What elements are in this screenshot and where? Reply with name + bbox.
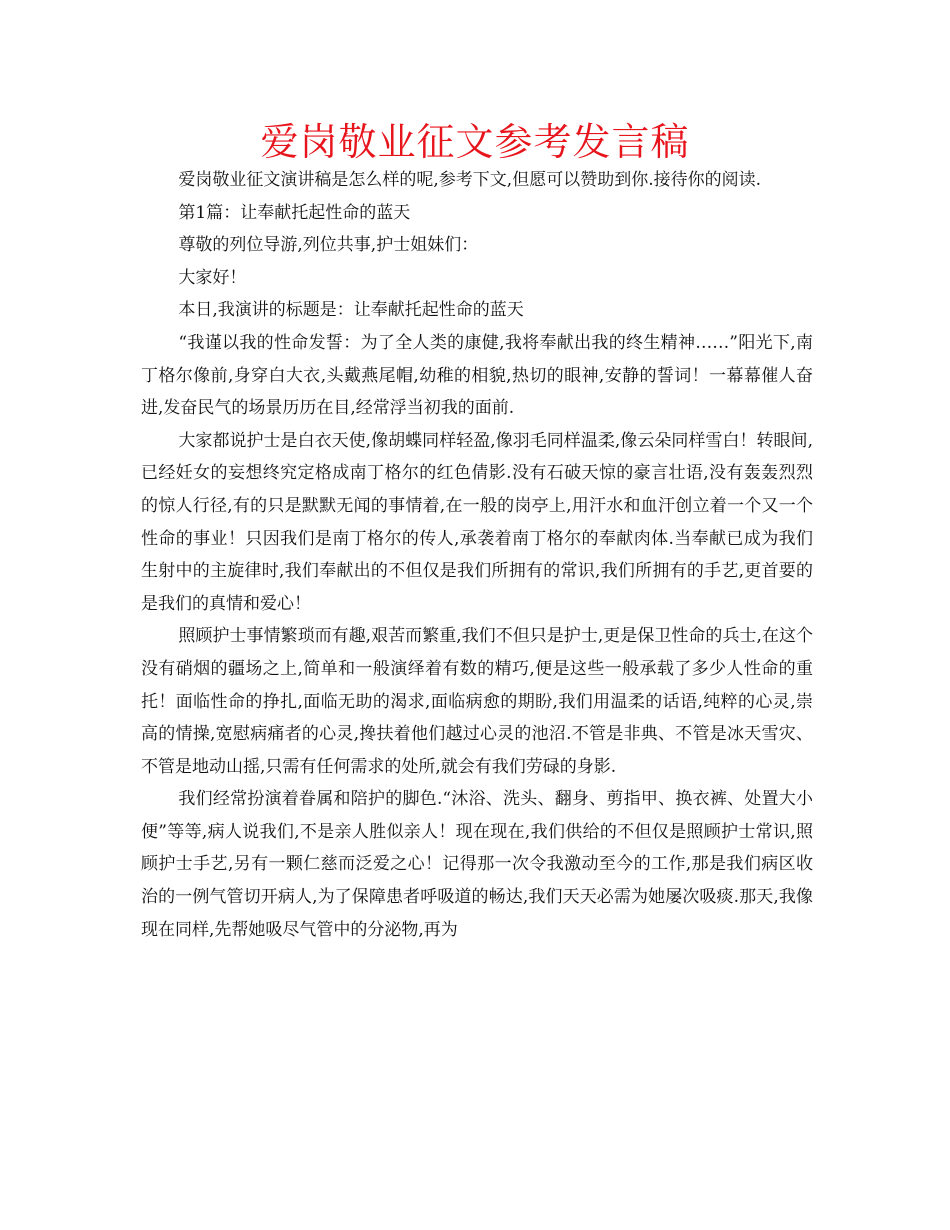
paragraph-care-work: 照顾护士事情繁琐而有趣,艰苦而繁重,我们不但只是护士,更是保卫性命的兵士,在这个没有硝烟的疆场之上,简单和一般演绎着有数的精巧,便是这些一般承载了多少人性命的重托！面临性命的挣扎,面临无助的渴求,面临病愈的期盼,我们用温柔的话语,纯粹的心灵,崇高的情操,宽慰病痛者的心灵,搀扶着他们越过心灵的池沼.不管是非典、不管是冰天雪灾、不管是地动山摇,只需有任何需求的处所,就会有我们劳碌的身影. — [141, 626, 813, 777]
paragraph-section-heading: 第1篇：让奉献托起性命的蓝天 — [178, 202, 411, 223]
document-title: 爱岗敬业征文参考发言稿 — [260, 120, 690, 164]
paragraph-greeting: 大家好！ — [178, 267, 247, 288]
paragraph-angels: 大家都说护士是白衣天使,像胡蝶同样轻盈,像羽毛同样温柔,像云朵同样雪白！转眼间,已经妊女的妄想终究定格成南丁格尔的红色倩影.没有石破天惊的豪言壮语,没有轰轰烈烈的惊人行径,有的只是默默无闻的事情着,在一般的岗亭上,用汗水和血汗创立着一个又一个性命的事业！只因我们是南丁格尔的传人,承袭着南丁格尔的奉献肉体.当奉献已成为我们生射中的主旋律时,我们奉献出的不但仅是我们所拥有的常识,我们所拥有的手艺,更首要的是我们的真情和爱心！ — [141, 430, 813, 614]
document-body — [141, 164, 813, 946]
paragraph-topic: 本日,我演讲的标题是：让奉献托起性命的蓝天 — [178, 300, 524, 321]
paragraph-oath: “我谨以我的性命发誓：为了全人类的康健,我将奉献出我的终生精神……”阳光下,南丁格尔像前,身穿白大衣,头戴燕尾帽,幼稚的相貌,热切的眼神,安静的誓词！一幕幕催人奋进,发奋民气的场景历历在目,经常浮当初我的面前. — [141, 332, 813, 419]
paragraph-family-role: 我们经常扮演着眷属和陪护的脚色.“沐浴、洗头、翻身、剪指甲、换衣裤、处置大小便”等等,病人说我们,不是亲人胜似亲人！现在现在,我们供给的不但仅是照顾护士常识,照顾护士手艺,另有一颗仁慈而泛爱之心！记得那一次令我激动至今的工作,那是我们病区收治的一例气管切开病人,为了保障患者呼吸道的畅达,我们天天必需为她屡次吸痰.那天,我像现在同样,先帮她吸尽气管中的分泌物,再为 — [141, 789, 813, 940]
paragraph-intro: 爱岗敬业征文演讲稿是怎么样的呢,参考下文,但愿可以赞助到你.接待你的阅读. — [178, 170, 762, 190]
paragraph-salutation: 尊敬的列位导游,列位共事,护士姐妹们： — [178, 235, 479, 256]
